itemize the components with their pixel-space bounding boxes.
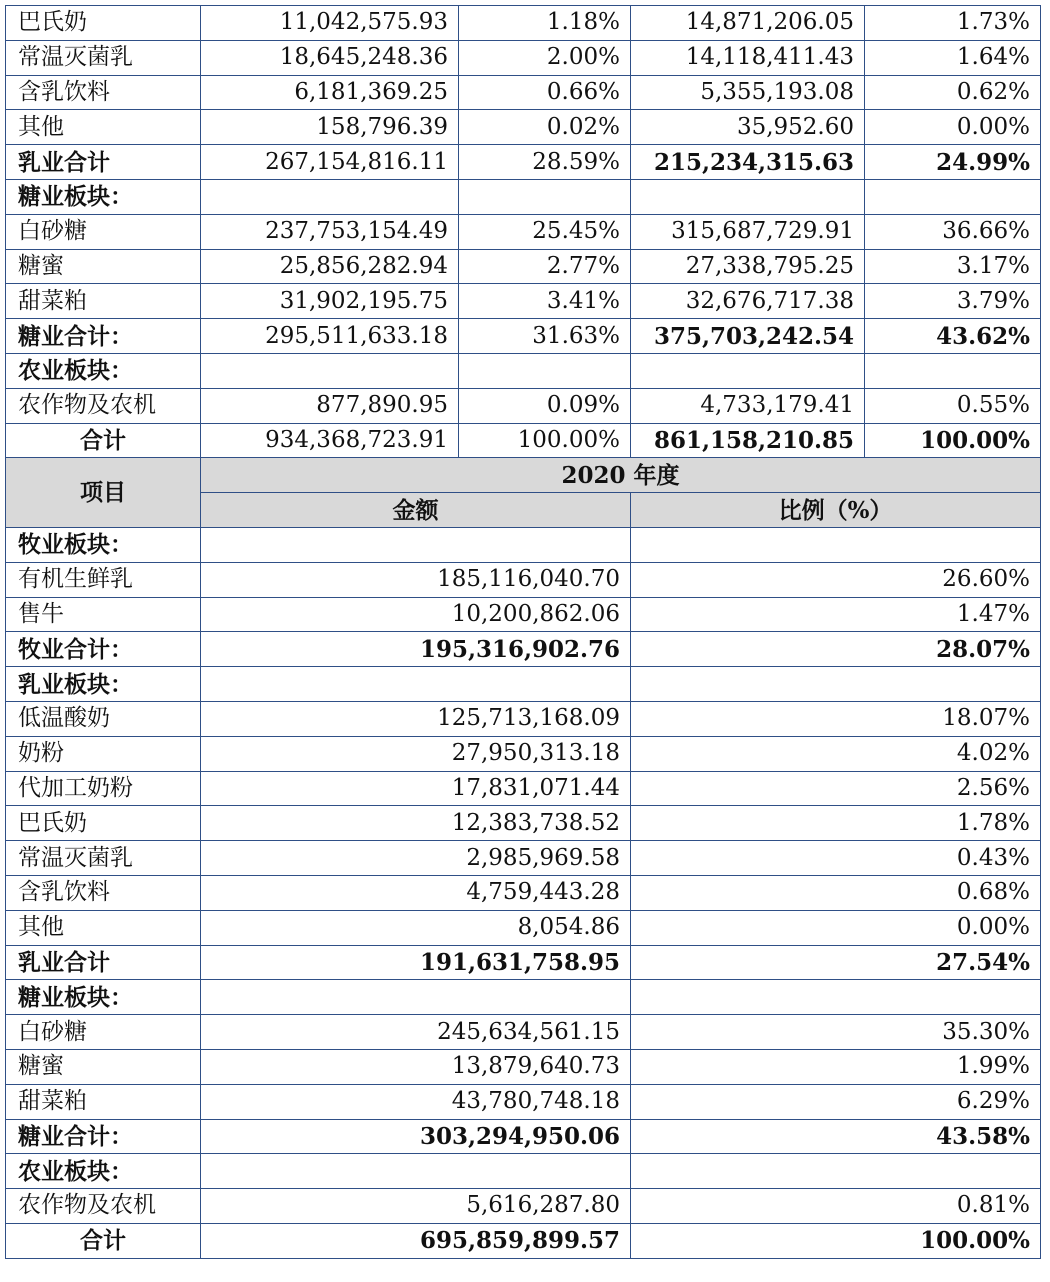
table-row <box>6 75 1041 110</box>
ratio-cell: 25.45% <box>459 214 631 249</box>
amount-cell: 27,950,313.18 <box>201 736 631 771</box>
item-cell: 牧业合计： <box>6 632 201 667</box>
amount-cell: 27,338,795.25 <box>631 249 865 284</box>
ratio-cell: 2.77% <box>459 249 631 284</box>
amount-cell: 295,511,633.18 <box>201 319 459 354</box>
header-row-year <box>6 458 1041 493</box>
amount-cell: 237,753,154.49 <box>201 214 459 249</box>
table-row <box>6 1015 1041 1050</box>
table-row <box>6 1119 1041 1154</box>
ratio-cell <box>865 179 1041 214</box>
amount-cell <box>631 353 865 388</box>
table-row <box>6 110 1041 145</box>
amount-cell: 934,368,723.91 <box>201 423 459 458</box>
ratio-cell: 1.73% <box>865 6 1041 41</box>
ratio-cell: 1.47% <box>631 597 1041 632</box>
ratio-cell: 6.29% <box>631 1084 1041 1119</box>
ratio-cell <box>459 179 631 214</box>
prior-years-section <box>6 6 1041 458</box>
amount-cell: 695,859,899.57 <box>201 1223 631 1258</box>
header-year: 2020 年度 <box>201 458 1041 493</box>
item-cell: 乳业合计 <box>6 945 201 980</box>
ratio-cell: 36.66% <box>865 214 1041 249</box>
amount-cell: 31,902,195.75 <box>201 284 459 319</box>
item-cell: 牧业板块： <box>6 527 201 562</box>
table-row <box>6 40 1041 75</box>
item-cell: 糖业板块： <box>6 179 201 214</box>
amount-cell: 11,042,575.93 <box>201 6 459 41</box>
ratio-cell: 0.68% <box>631 875 1041 910</box>
table-row <box>6 771 1041 806</box>
table-row <box>6 562 1041 597</box>
amount-cell: 303,294,950.06 <box>201 1119 631 1154</box>
item-cell: 合计 <box>6 423 201 458</box>
ratio-cell <box>865 353 1041 388</box>
ratio-cell: 2.56% <box>631 771 1041 806</box>
item-cell: 农作物及农机 <box>6 1189 201 1224</box>
table-row <box>6 6 1041 41</box>
ratio-cell: 0.00% <box>631 910 1041 945</box>
table-row <box>6 945 1041 980</box>
table-row <box>6 249 1041 284</box>
amount-cell: 8,054.86 <box>201 910 631 945</box>
amount-cell <box>201 1154 631 1189</box>
amount-cell: 215,234,315.63 <box>631 145 865 180</box>
item-cell: 农业板块： <box>6 353 201 388</box>
amount-cell: 315,687,729.91 <box>631 214 865 249</box>
amount-cell: 375,703,242.54 <box>631 319 865 354</box>
item-cell: 白砂糖 <box>6 214 201 249</box>
amount-cell: 10,200,862.06 <box>201 597 631 632</box>
table-row <box>6 145 1041 180</box>
amount-cell: 245,634,561.15 <box>201 1015 631 1050</box>
amount-cell: 158,796.39 <box>201 110 459 145</box>
table-row <box>6 423 1041 458</box>
ratio-cell: 0.02% <box>459 110 631 145</box>
item-cell: 低温酸奶 <box>6 701 201 736</box>
ratio-cell <box>459 353 631 388</box>
amount-cell: 4,759,443.28 <box>201 875 631 910</box>
ratio-cell: 24.99% <box>865 145 1041 180</box>
amount-cell: 25,856,282.94 <box>201 249 459 284</box>
ratio-cell: 43.58% <box>631 1119 1041 1154</box>
amount-cell: 5,616,287.80 <box>201 1189 631 1224</box>
item-cell: 代加工奶粉 <box>6 771 201 806</box>
amount-cell: 14,118,411.43 <box>631 40 865 75</box>
header-2020-section <box>6 458 1041 528</box>
item-cell: 含乳饮料 <box>6 875 201 910</box>
amount-cell <box>201 667 631 702</box>
ratio-cell: 1.18% <box>459 6 631 41</box>
year-2020-section <box>6 527 1041 1258</box>
item-cell: 糖蜜 <box>6 249 201 284</box>
amount-cell: 877,890.95 <box>201 388 459 423</box>
item-cell: 乳业合计 <box>6 145 201 180</box>
ratio-cell: 28.07% <box>631 632 1041 667</box>
table-row <box>6 632 1041 667</box>
item-cell: 合计 <box>6 1223 201 1258</box>
ratio-cell: 0.09% <box>459 388 631 423</box>
table-row <box>6 910 1041 945</box>
amount-cell: 185,116,040.70 <box>201 562 631 597</box>
item-cell: 其他 <box>6 910 201 945</box>
amount-cell <box>201 527 631 562</box>
item-cell: 售牛 <box>6 597 201 632</box>
item-cell: 糖业合计： <box>6 319 201 354</box>
item-cell: 巴氏奶 <box>6 6 201 41</box>
amount-cell: 267,154,816.11 <box>201 145 459 180</box>
ratio-cell: 2.00% <box>459 40 631 75</box>
item-cell: 乳业板块： <box>6 667 201 702</box>
amount-cell: 125,713,168.09 <box>201 701 631 736</box>
ratio-cell: 0.43% <box>631 841 1041 876</box>
amount-cell <box>631 179 865 214</box>
table-row <box>6 736 1041 771</box>
ratio-cell: 100.00% <box>865 423 1041 458</box>
ratio-cell: 1.99% <box>631 1049 1041 1084</box>
item-cell: 农作物及农机 <box>6 388 201 423</box>
item-cell: 其他 <box>6 110 201 145</box>
ratio-cell: 43.62% <box>865 319 1041 354</box>
table-row <box>6 1154 1041 1189</box>
table-row <box>6 597 1041 632</box>
amount-cell: 195,316,902.76 <box>201 632 631 667</box>
amount-cell: 191,631,758.95 <box>201 945 631 980</box>
amount-cell: 32,676,717.38 <box>631 284 865 319</box>
item-cell: 常温灭菌乳 <box>6 841 201 876</box>
item-cell: 甜菜粕 <box>6 1084 201 1119</box>
table-row <box>6 875 1041 910</box>
item-cell: 糖业合计： <box>6 1119 201 1154</box>
item-cell: 甜菜粕 <box>6 284 201 319</box>
header-item: 项目 <box>6 458 201 528</box>
amount-cell: 861,158,210.85 <box>631 423 865 458</box>
amount-cell: 6,181,369.25 <box>201 75 459 110</box>
table-row <box>6 179 1041 214</box>
ratio-cell: 0.81% <box>631 1189 1041 1224</box>
revenue-breakdown-table <box>5 5 1041 1259</box>
ratio-cell: 100.00% <box>459 423 631 458</box>
amount-cell: 14,871,206.05 <box>631 6 865 41</box>
item-cell: 含乳饮料 <box>6 75 201 110</box>
table-row <box>6 319 1041 354</box>
amount-cell: 12,383,738.52 <box>201 806 631 841</box>
table-row <box>6 806 1041 841</box>
table-row <box>6 1223 1041 1258</box>
table-row <box>6 1189 1041 1224</box>
amount-cell: 17,831,071.44 <box>201 771 631 806</box>
ratio-cell: 31.63% <box>459 319 631 354</box>
ratio-cell: 3.17% <box>865 249 1041 284</box>
amount-cell: 35,952.60 <box>631 110 865 145</box>
ratio-cell <box>631 980 1041 1015</box>
amount-cell <box>201 353 459 388</box>
item-cell: 糖业板块： <box>6 980 201 1015</box>
header-amount: 金额 <box>201 493 631 528</box>
ratio-cell: 3.79% <box>865 284 1041 319</box>
ratio-cell: 0.55% <box>865 388 1041 423</box>
ratio-cell <box>631 527 1041 562</box>
item-cell: 糖蜜 <box>6 1049 201 1084</box>
ratio-cell: 1.64% <box>865 40 1041 75</box>
item-cell: 奶粉 <box>6 736 201 771</box>
table-row <box>6 527 1041 562</box>
item-cell: 白砂糖 <box>6 1015 201 1050</box>
amount-cell: 2,985,969.58 <box>201 841 631 876</box>
table-row <box>6 841 1041 876</box>
ratio-cell: 35.30% <box>631 1015 1041 1050</box>
item-cell: 常温灭菌乳 <box>6 40 201 75</box>
ratio-cell: 27.54% <box>631 945 1041 980</box>
amount-cell: 5,355,193.08 <box>631 75 865 110</box>
table-row <box>6 1049 1041 1084</box>
ratio-cell: 0.00% <box>865 110 1041 145</box>
table-row <box>6 388 1041 423</box>
ratio-cell: 4.02% <box>631 736 1041 771</box>
amount-cell: 18,645,248.36 <box>201 40 459 75</box>
ratio-cell: 1.78% <box>631 806 1041 841</box>
table-row <box>6 1084 1041 1119</box>
ratio-cell: 0.62% <box>865 75 1041 110</box>
amount-cell <box>201 179 459 214</box>
table-row <box>6 353 1041 388</box>
amount-cell <box>201 980 631 1015</box>
table-row <box>6 667 1041 702</box>
amount-cell: 4,733,179.41 <box>631 388 865 423</box>
table-row <box>6 284 1041 319</box>
table-row <box>6 980 1041 1015</box>
ratio-cell: 100.00% <box>631 1223 1041 1258</box>
ratio-cell: 0.66% <box>459 75 631 110</box>
ratio-cell: 26.60% <box>631 562 1041 597</box>
ratio-cell <box>631 1154 1041 1189</box>
amount-cell: 43,780,748.18 <box>201 1084 631 1119</box>
ratio-cell: 28.59% <box>459 145 631 180</box>
ratio-cell: 18.07% <box>631 701 1041 736</box>
item-cell: 农业板块： <box>6 1154 201 1189</box>
table-row <box>6 214 1041 249</box>
amount-cell: 13,879,640.73 <box>201 1049 631 1084</box>
header-ratio: 比例（%） <box>631 493 1041 528</box>
table-row <box>6 701 1041 736</box>
ratio-cell <box>631 667 1041 702</box>
ratio-cell: 3.41% <box>459 284 631 319</box>
item-cell: 巴氏奶 <box>6 806 201 841</box>
item-cell: 有机生鲜乳 <box>6 562 201 597</box>
